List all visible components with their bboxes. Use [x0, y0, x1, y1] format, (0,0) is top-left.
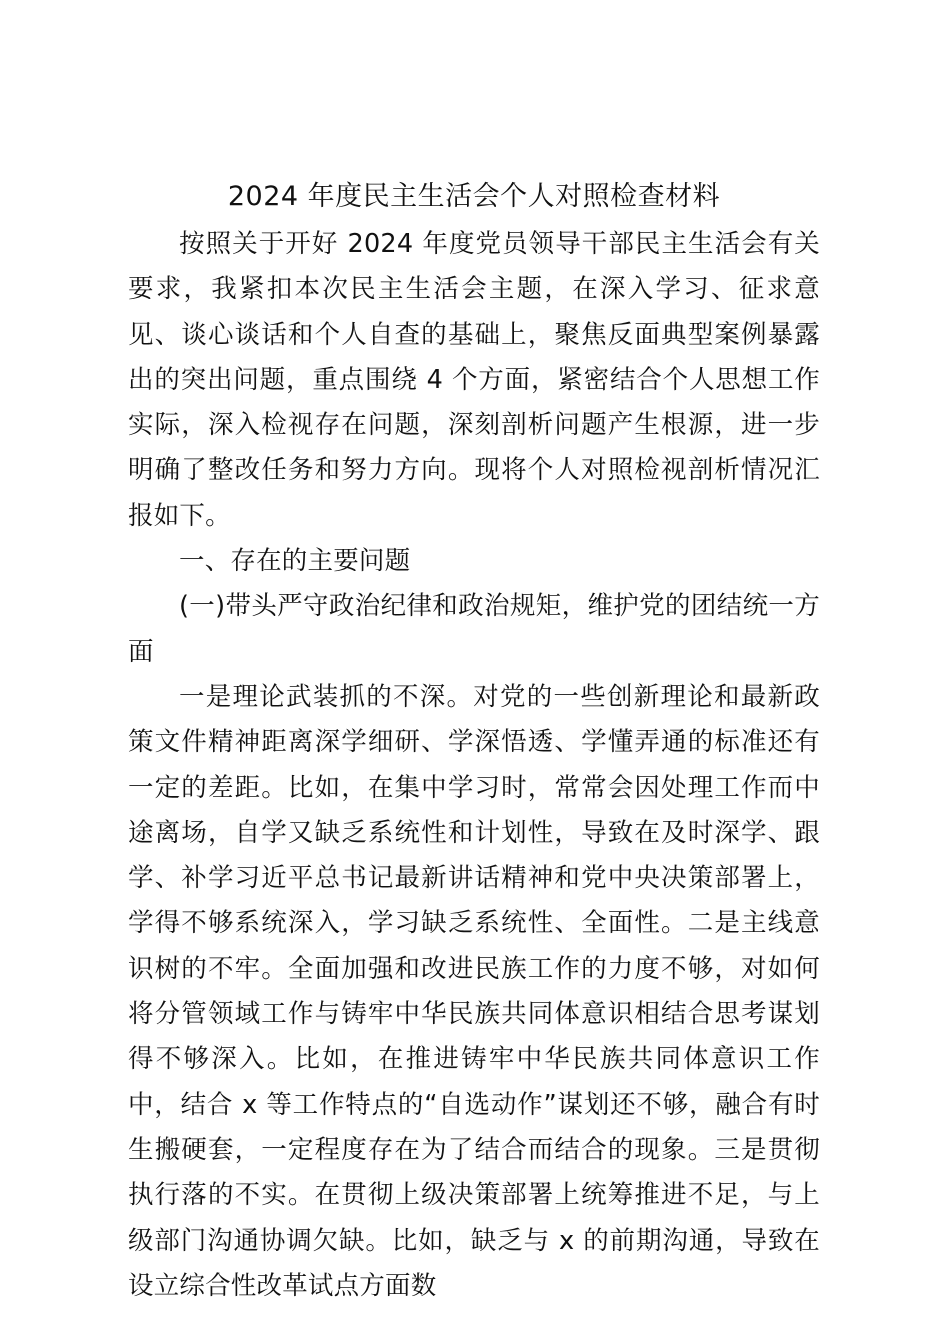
body-paragraph: 一是理论武装抓的不深。对党的一些创新理论和最新政策文件精神距离深学细研、学深悟透、学懂弄通的标准还有一定的差距。比如，在集中学习时，常常会因处理工作而中途离场，自学又缺乏系统性和计划性，导致在及时深学、跟学、补学习近平总书记最新讲话精神和党中央决策部署上，学得不够系统深入，学习缺乏系统性、全面性。二是主线意识树的不牢。全面加强和改进民族工作的力度不够，对如何将分管领域工作与铸牢中华民族共同体意识相结合思考谋划得不够深入。比如，在推进铸牢中华民族共同体意识工作中，结合 x 等工作特点的“自选动作”谋划还不够，融合有时生搬硬套，一定程度存在为了结合而结合的现象。三是贯彻执行落的不实。在贯彻上级决策部署上统筹推进不足，与上级部门沟通协调欠缺。比如，缺乏与 x 的前期沟通，导致在设立综合性改革试点方面数	[128, 681, 820, 1301]
section-heading: 一、存在的主要问题	[179, 546, 411, 577]
intro-paragraph: 按照关于开好 2024 年度党员领导干部民主生活会有关要求，我紧扣本次民主生活会主题，在深入学习、征求意见、谈心谈话和个人自查的基础上，聚焦反面典型案例暴露出的突出问题，重点围绕 4 个方面，紧密结合个人思想工作实际，深入检视存在问题，深刻剖析问题产生根源，进一步明确了整改任务和努力方向。现将个人对照检视剖析情况汇报如下。	[128, 229, 820, 531]
document-title: 2024 年度民主生活会个人对照检查材料	[227, 181, 721, 212]
document-page	[128, 172, 820, 1309]
subsection-heading: (一)带头严守政治纪律和政治规矩，维护党的团结统一方面	[128, 591, 820, 667]
